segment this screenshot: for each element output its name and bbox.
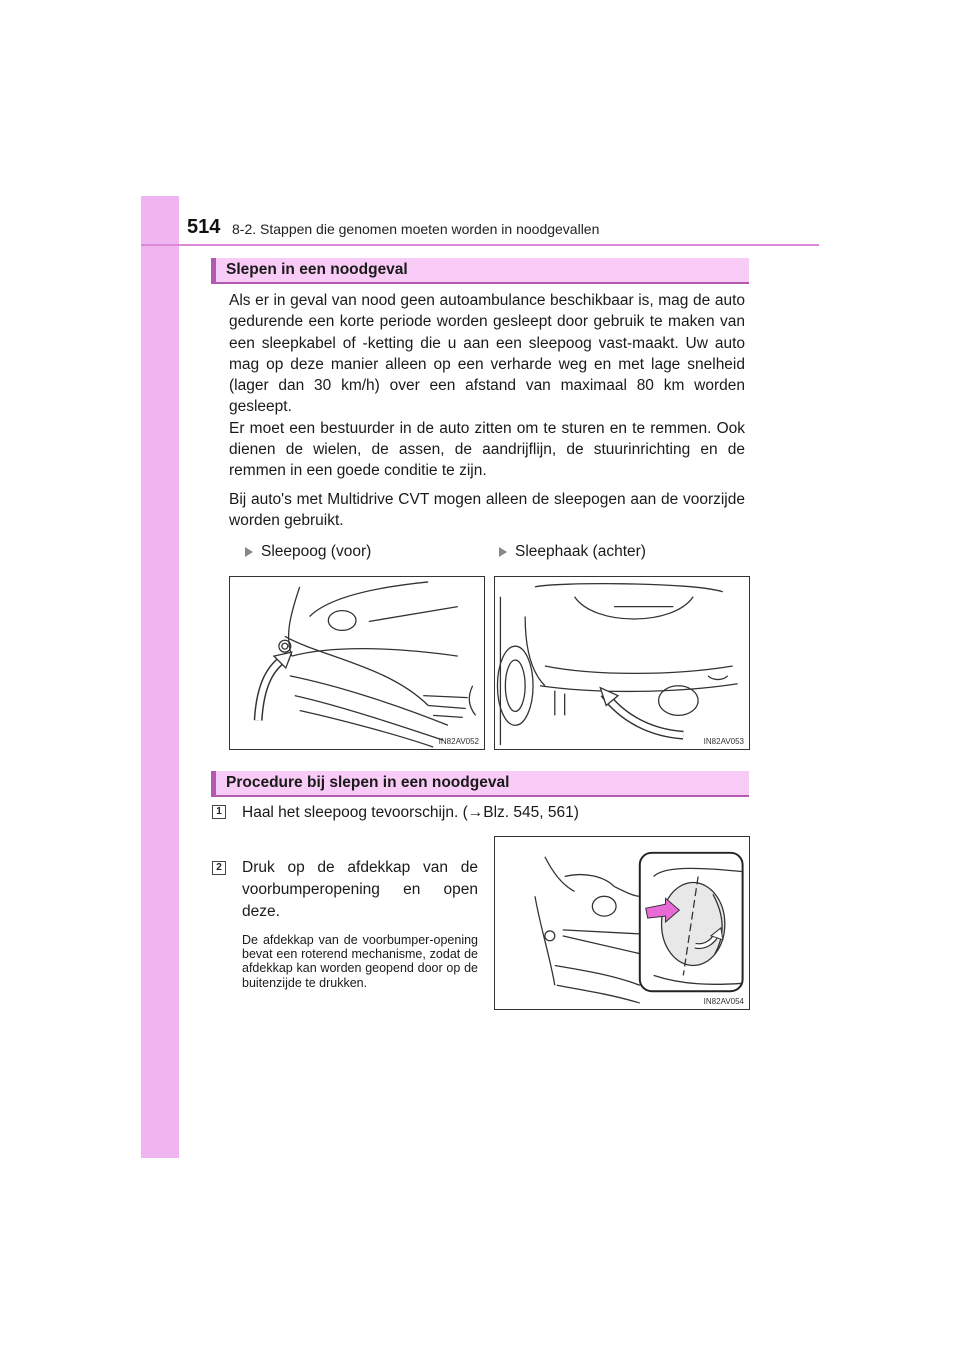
bumper-cover-illustration <box>495 837 749 1009</box>
triangle-bullet-icon <box>499 547 507 557</box>
header-rule <box>141 244 819 246</box>
chapter-header: 8-2. Stappen die genomen moeten worden in noodgevallen <box>232 221 600 237</box>
side-tab <box>141 196 179 1158</box>
triangle-bullet-icon <box>245 547 253 557</box>
section-title-towing: Slepen in een noodgeval <box>211 258 749 284</box>
paragraph: Er moet een bestuurder in de auto zitten om te sturen en te remmen. Ook dienen de wielen, de assen, de aandrijflijn, de stuurinrichting en de remmen in een goede conditie te zijn. <box>229 419 745 480</box>
figure-code: IN82AV054 <box>703 997 744 1006</box>
page-number: 514 <box>187 216 221 238</box>
paragraph: Bij auto's met Multidrive CVT mogen alleen de sleepogen aan de voorzijde worden gebruikt. <box>229 490 745 529</box>
figure-code: IN82AV053 <box>703 737 744 746</box>
figure-front-tow-eye <box>229 576 485 750</box>
caption-rear: Sleephaak (achter) <box>499 543 646 561</box>
front-bumper-illustration <box>230 577 484 749</box>
section-title-procedure: Procedure bij slepen in een noodgeval <box>211 771 749 797</box>
step-number-2: 2 <box>212 861 226 875</box>
towing-intro <box>229 290 745 531</box>
figure-rear-tow-hook <box>494 576 750 750</box>
paragraph: Als er in geval van nood geen autoambulance beschikbaar is, mag de auto gedurende een korte periode worden gesleept door gebruik te maken van een sleepkabel of -ketting die u aan een sleepoog vast-maakt. Uw auto mag op deze manier alleen op een verharde weg en met lage snelheid (lager dan 30 km/h) over een afstand van maximaal 80 km worden gesleept. <box>229 292 745 416</box>
step-number-1: 1 <box>212 805 226 819</box>
figure-code: IN82AV052 <box>438 737 479 746</box>
step-note-2: De afdekkap van de voorbumper-opening bevat een roterend mechanisme, zodat de afdekkap kan worden geopend door op de buitenzijde te drukken. <box>242 933 478 990</box>
step-text-2: Druk op de afdekkap van de voorbumperopening en open deze. <box>242 859 478 920</box>
step-text-1: Haal het sleepoog tevoorschijn. (→Blz. 545, 561) <box>242 804 579 821</box>
caption-front: Sleepoog (voor) <box>245 543 371 561</box>
rear-bumper-illustration <box>495 577 749 749</box>
figure-bumper-cover <box>494 836 750 1010</box>
